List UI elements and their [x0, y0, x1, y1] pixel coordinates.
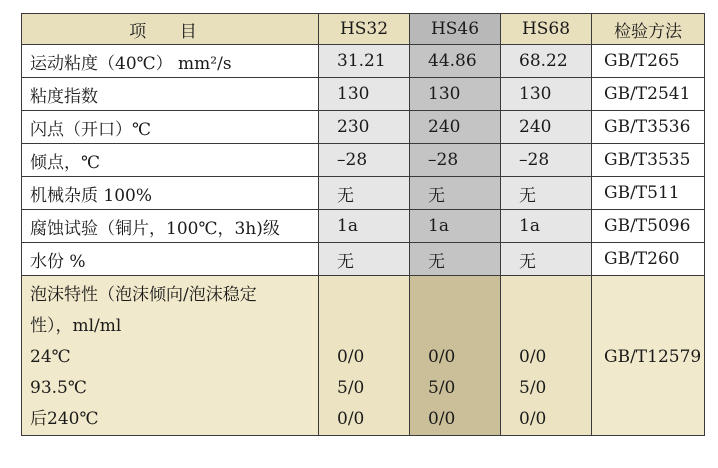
- foam-cell-hs46: [410, 276, 501, 436]
- table-row: [22, 210, 705, 243]
- specification-table: [21, 13, 705, 436]
- row-item: 水份 %: [22, 243, 319, 276]
- foam-cell-hs32: [319, 276, 410, 436]
- cell-hs68: –28: [501, 144, 592, 177]
- foam-method: GB/T12579: [604, 347, 702, 367]
- table-row: [22, 111, 705, 144]
- cell-method: GB/T265: [592, 45, 705, 78]
- cell-method: GB/T3535: [592, 144, 705, 177]
- cell-hs68: 1a: [501, 210, 592, 243]
- cell-hs68: 68.22: [501, 45, 592, 78]
- cell-hs46: 44.86: [410, 45, 501, 78]
- cell-hs46: 130: [410, 78, 501, 111]
- cell-method: GB/T511: [592, 177, 705, 210]
- cell-method: GB/T3536: [592, 111, 705, 144]
- foam-cell-method: [592, 276, 705, 436]
- foam-sub-item: 后240℃: [30, 409, 99, 429]
- foam-value: 5/0: [428, 378, 456, 398]
- foam-value: 0/0: [337, 347, 365, 367]
- row-item: 闪点（开口）℃: [22, 111, 319, 144]
- foam-value: 5/0: [519, 378, 547, 398]
- foam-sub-item: 24℃: [30, 347, 71, 367]
- row-item: 粘度指数: [22, 78, 319, 111]
- cell-method: GB/T2541: [592, 78, 705, 111]
- foam-value: 0/0: [337, 409, 365, 429]
- header-method: 检验方法: [592, 14, 705, 45]
- row-item: 运动粘度（40℃） mm²/s: [22, 45, 319, 78]
- cell-hs46: 1a: [410, 210, 501, 243]
- foam-value: 0/0: [428, 347, 456, 367]
- foam-sub-item: 93.5℃: [30, 378, 87, 398]
- table-row: [22, 78, 705, 111]
- foam-value: 0/0: [519, 409, 547, 429]
- cell-hs46: 无: [410, 243, 501, 276]
- row-item: 机械杂质 100%: [22, 177, 319, 210]
- cell-hs32: 130: [319, 78, 410, 111]
- foam-label-line1: 泡沫特性（泡沫倾向/泡沫稳定: [30, 285, 257, 305]
- row-item: 腐蚀试验（铜片，100℃，3h)级: [22, 210, 319, 243]
- foam-cell-hs68: [501, 276, 592, 436]
- cell-hs46: 240: [410, 111, 501, 144]
- foam-item: [22, 276, 319, 436]
- cell-hs68: 无: [501, 243, 592, 276]
- cell-method: GB/T5096: [592, 210, 705, 243]
- cell-hs68: 无: [501, 177, 592, 210]
- header-hs32: HS32: [319, 14, 410, 45]
- table-row: [22, 45, 705, 78]
- cell-method: GB/T260: [592, 243, 705, 276]
- cell-hs32: –28: [319, 144, 410, 177]
- header-hs68: HS68: [501, 14, 592, 45]
- foam-label-line2: 性），ml/ml: [30, 316, 122, 336]
- foam-value: 0/0: [519, 347, 547, 367]
- header-row: [22, 14, 705, 45]
- cell-hs32: 1a: [319, 210, 410, 243]
- cell-hs68: 130: [501, 78, 592, 111]
- foam-row: [22, 276, 705, 436]
- cell-hs32: 无: [319, 243, 410, 276]
- cell-hs46: 无: [410, 177, 501, 210]
- table-row: [22, 243, 705, 276]
- header-item: 项 目: [22, 14, 319, 45]
- cell-hs46: –28: [410, 144, 501, 177]
- cell-hs68: 240: [501, 111, 592, 144]
- foam-value: 0/0: [428, 409, 456, 429]
- cell-hs32: 230: [319, 111, 410, 144]
- header-hs46: HS46: [410, 14, 501, 45]
- table-row: [22, 144, 705, 177]
- cell-hs32: 31.21: [319, 45, 410, 78]
- row-item: 倾点，℃: [22, 144, 319, 177]
- cell-hs32: 无: [319, 177, 410, 210]
- foam-value: 5/0: [337, 378, 365, 398]
- table-row: [22, 177, 705, 210]
